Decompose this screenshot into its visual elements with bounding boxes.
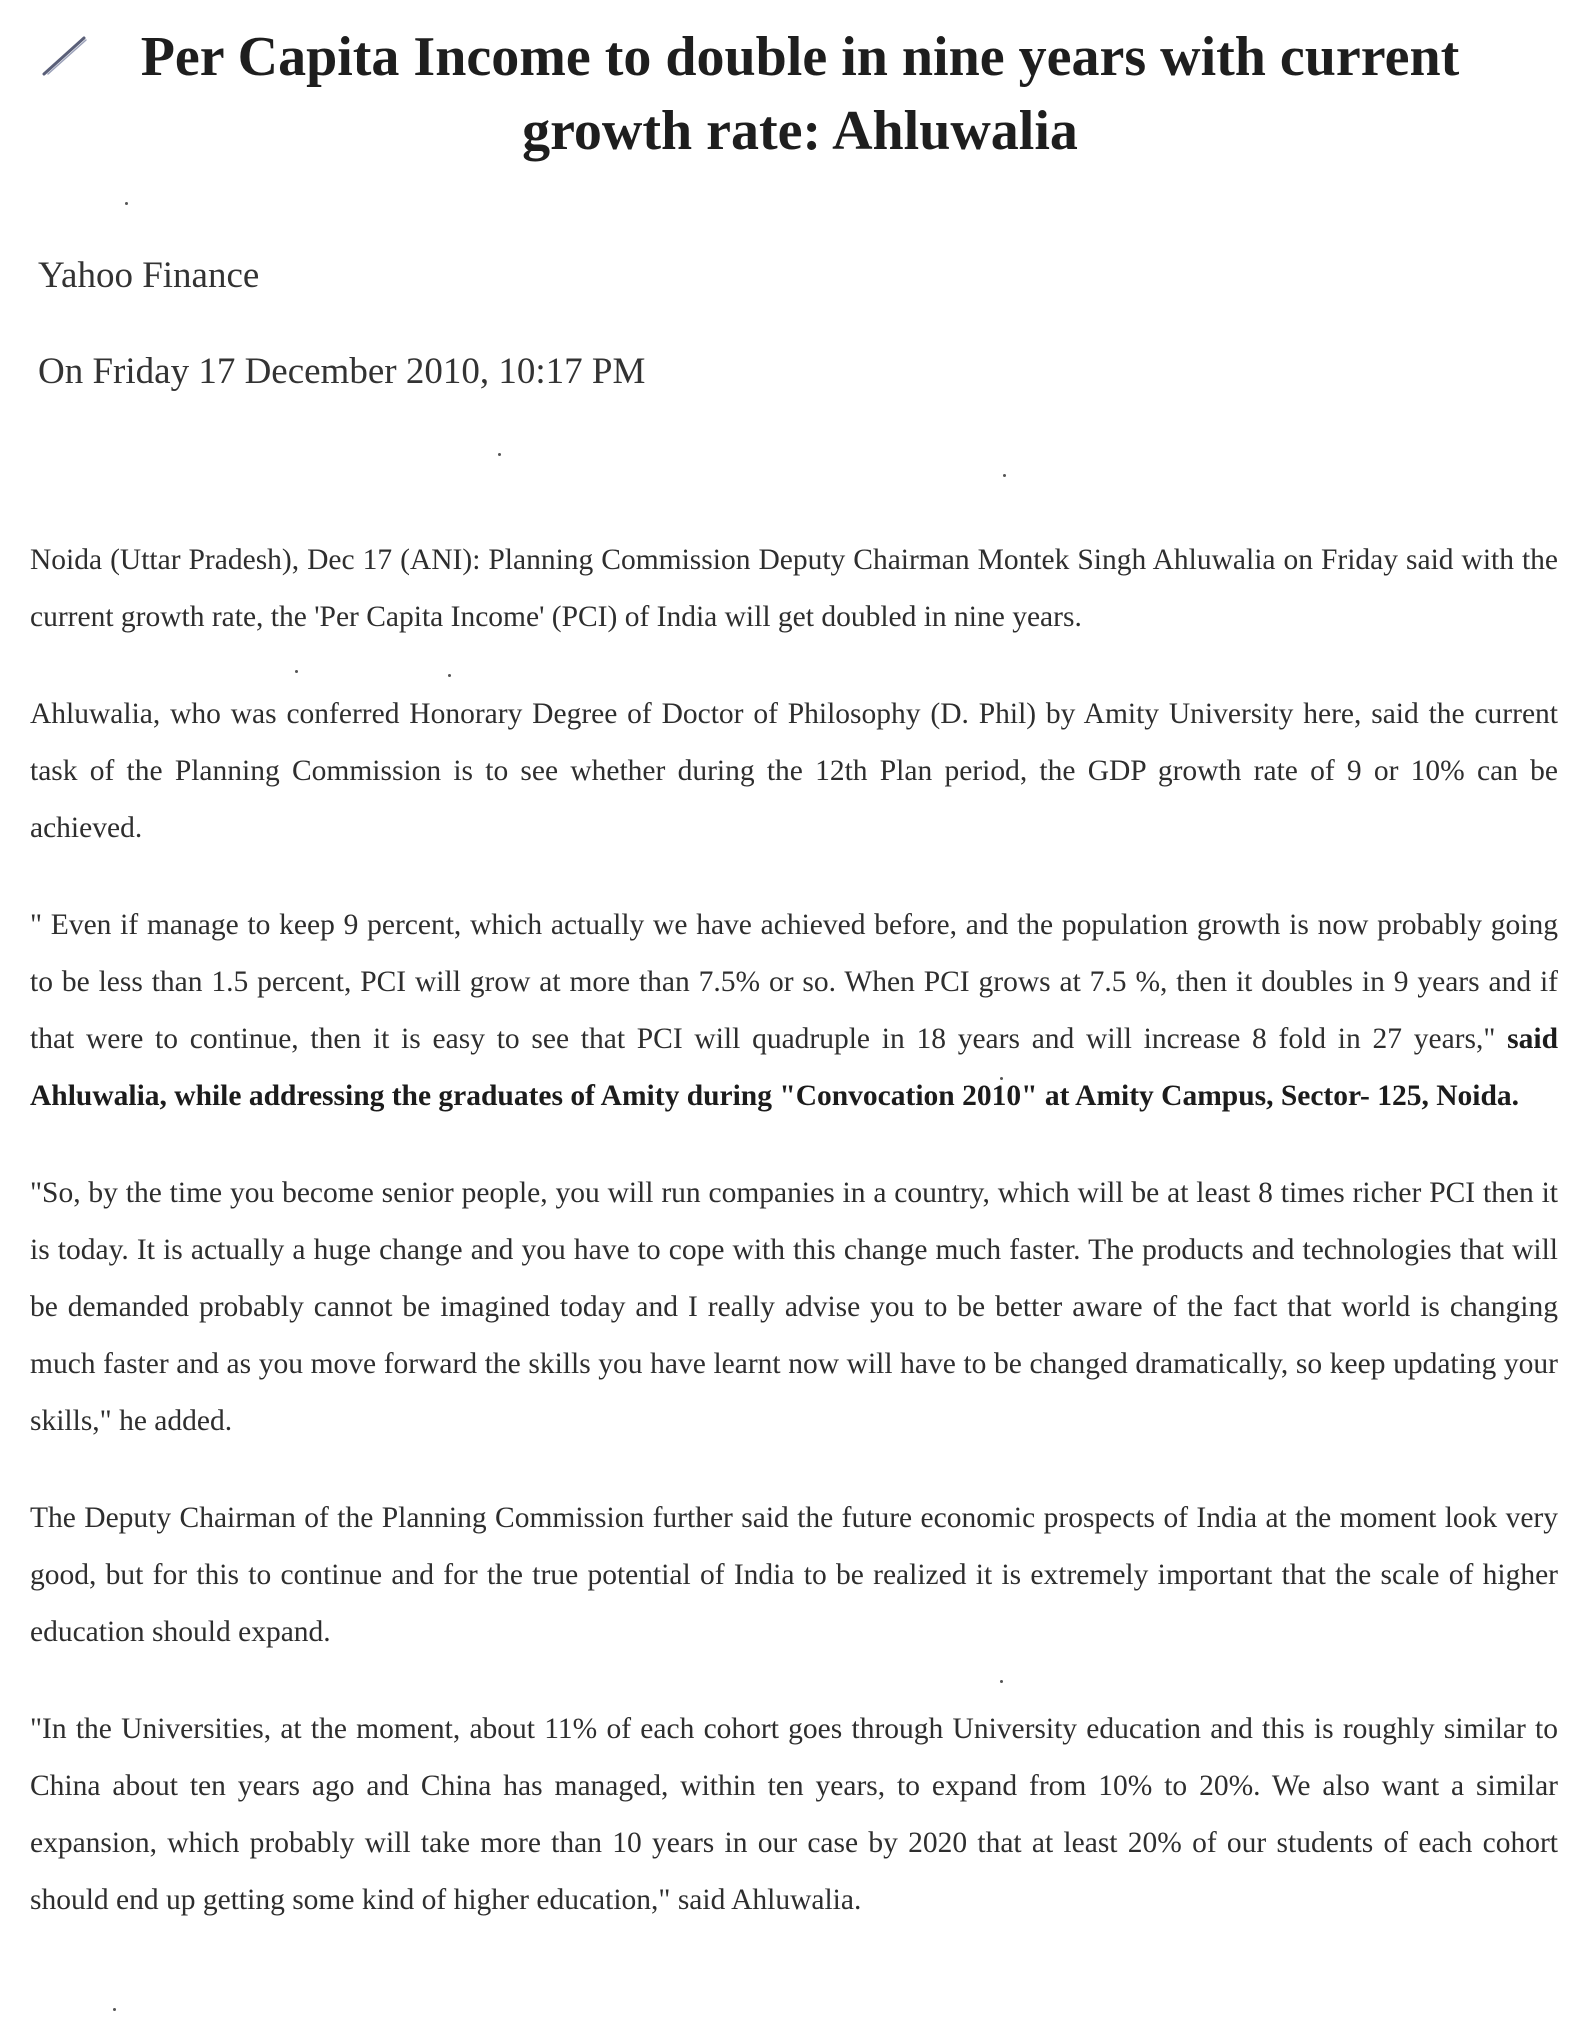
quote-attribution: said Ahluwalia, while addressing the graduates of Amity during "Convocation 2010" at Amity Campus, Sector- 125, Noida. [30,1023,1558,1112]
pen-stroke-mark-icon [40,34,92,78]
scan-speck [1003,474,1006,477]
article-paragraph: Ahluwalia, who was conferred Honorary Degree of Doctor of Philosophy (D. Phil) by Amity University here, said the current task of the Planning Commission is to see whether during the 12th Plan period, the GDP growth rate of 9 or 10% can be achieved. [30,698,1558,844]
scan-speck [125,202,128,205]
scan-speck [448,674,451,677]
article-quote-paragraph [30,897,1558,1125]
article-paragraph: "So, by the time you become senior people, you will run companies in a country, which will be at least 8 times richer PCI then it is today. It is actually a huge change and you have to cope with this change much faster. The products and technologies that will be demanded probably cannot be imagined today and I really advise you to be better aware of the fact that world is changing much faster and as you move forward the skills you have learnt now will have to be changed dramatically, so keep updating your skills," he added. [30,1177,1558,1437]
scan-speck [295,670,298,673]
article-dateline: On Friday 17 December 2010, 10:17 PM [38,351,646,392]
quote-text: " Even if manage to keep 9 percent, which actually we have achieved before, and the population growth is now probably going to be less than 1.5 percent, PCI will grow at more than 7.5% or so. When PCI grows at 7.5 %, then it doubles in 9 years and if that were to continue, then it is easy to see that PCI will quadruple in 18 years and will increase 8 fold in 27 years," [30,909,1558,1055]
article-body [30,532,1558,1929]
article-source: Yahoo Finance [38,255,260,296]
article-paragraph: Noida (Uttar Pradesh), Dec 17 (ANI): Planning Commission Deputy Chairman Montek Singh Ahluwalia on Friday said with the current growth rate, the 'Per Capita Income' (PCI) of India will get doubled in nine years. [30,544,1558,633]
article-headline: Per Capita Income to double in nine years with current growth rate: Ahluwalia [140,26,1460,162]
article-paragraph: "In the Universities, at the moment, about 11% of each cohort goes through University education and this is roughly similar to China about ten years ago and China has managed, within ten years, to expand from 10% to 20%. We also want a similar expansion, which probably will take more than 10 years in our case by 2020 that at least 20% of our students of each cohort should end up getting some kind of higher education," said Ahluwalia. [30,1713,1558,1916]
scan-speck [113,2008,116,2011]
scan-speck [1000,1680,1003,1683]
scan-speck [498,453,501,456]
scan-speck [1000,1077,1003,1080]
article-paragraph: The Deputy Chairman of the Planning Commission further said the future economic prospects of India at the moment look very good, but for this to continue and for the true potential of India to be realized it is extremely important that the scale of higher education should expand. [30,1502,1558,1648]
